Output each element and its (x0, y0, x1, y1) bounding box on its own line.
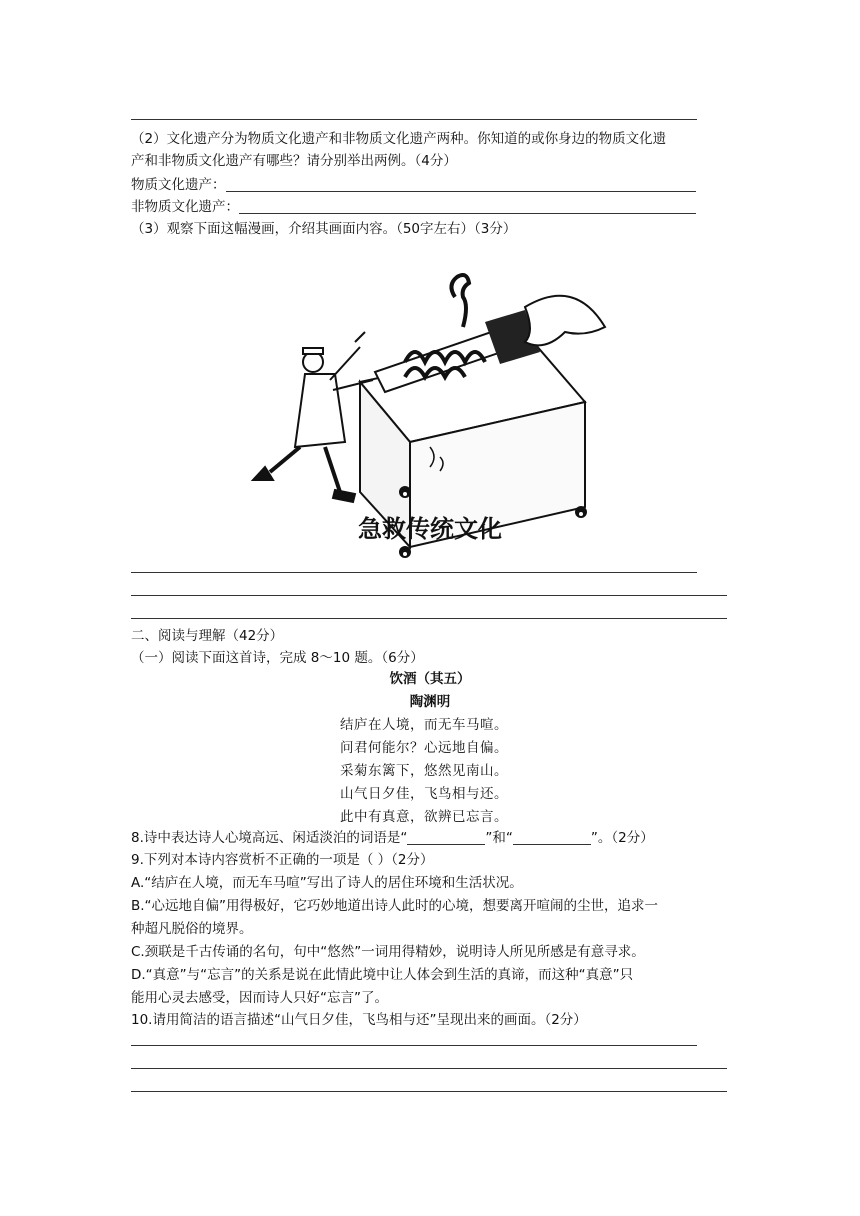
q8 (131, 828, 654, 848)
material-heritage-label: 物质文化遗产： (131, 177, 226, 193)
q8-suffix: ”。（2分） (590, 830, 654, 846)
poem-line: 此中有真意，欲辨已忘言。 (340, 809, 508, 825)
q9-option-a: A.“结庐在人境，而无车马喧”写出了诗人的居住环境和生活状况。 (131, 875, 523, 891)
material-heritage-row (131, 175, 696, 195)
intangible-heritage-label: 非物质文化遗产： (131, 199, 239, 215)
q8-middle: ”和“ (485, 830, 513, 846)
poem-line: 问君何能尔？心远地自偏。 (340, 740, 508, 756)
part1-instruction: （一）阅读下面这首诗，完成 8～10 题。（6分） (131, 650, 424, 666)
q8-blank-1[interactable] (407, 830, 485, 845)
poem-line: 结庐在人境，而无车马喧。 (340, 717, 508, 733)
q8-blank-2[interactable] (513, 830, 591, 845)
q7-sub3: （3）观察下面这幅漫画，介绍其画面内容。（50字左右）（3分） (131, 221, 517, 237)
material-heritage-blank[interactable] (226, 177, 696, 192)
q9-stem: 9.下列对本诗内容赏析不正确的一项是（ ）（2分） (131, 852, 434, 868)
answer-line[interactable] (131, 595, 727, 596)
answer-line[interactable] (131, 1068, 727, 1069)
intangible-heritage-row (131, 197, 696, 217)
q9-option-c: C.颈联是千古传诵的名句，句中“悠然”一词用得精妙，说明诗人所见所感是有意寻求。 (131, 944, 645, 960)
answer-line[interactable] (131, 119, 697, 120)
poem-line: 山气日夕佳，飞鸟相与还。 (340, 786, 508, 802)
q7-sub2-line2: 产和非物质文化遗产有哪些？请分别举出两例。（4分） (131, 153, 457, 169)
cartoon-illustration (245, 262, 615, 562)
answer-line[interactable] (131, 618, 727, 619)
q9-option-b-line2: 种超凡脱俗的境界。 (131, 921, 253, 937)
poem-line: 采菊东篱下，悠然见南山。 (340, 763, 508, 779)
poem-author: 陶渊明 (409, 694, 451, 710)
cartoon-caption: 急救传统文化 (358, 515, 502, 543)
q9-option-d-line2: 能用心灵去感受，因而诗人只好“忘言”了。 (131, 990, 388, 1006)
q8-prefix: 8.诗中表达诗人心境高远、闲适淡泊的词语是“ (131, 830, 408, 846)
q9-option-d-line1: D.“真意”与“忘言”的关系是说在此情此境中让人体会到生活的真谛，而这种“真意”只 (131, 967, 634, 983)
intangible-heritage-blank[interactable] (239, 199, 696, 214)
answer-line[interactable] (131, 1091, 727, 1092)
q9-option-b-line1: B.“心远地自偏”用得极好，它巧妙地道出诗人此时的心境，想要离开喧闹的尘世，追求一 (131, 898, 659, 914)
q10-stem: 10.请用简洁的语言描述“山气日夕佳，飞鸟相与还”呈现出来的画面。（2分） (131, 1012, 587, 1028)
answer-line[interactable] (131, 1045, 697, 1046)
poem-title: 饮酒（其五） (389, 671, 471, 687)
answer-line[interactable] (131, 572, 697, 573)
q7-sub2-line1: （2）文化遗产分为物质文化遗产和非物质文化遗产两种。你知道的或你身边的物质文化遗 (131, 131, 667, 147)
doctor-figure (253, 332, 373, 502)
section-title: 二、阅读与理解（42分） (131, 628, 284, 644)
